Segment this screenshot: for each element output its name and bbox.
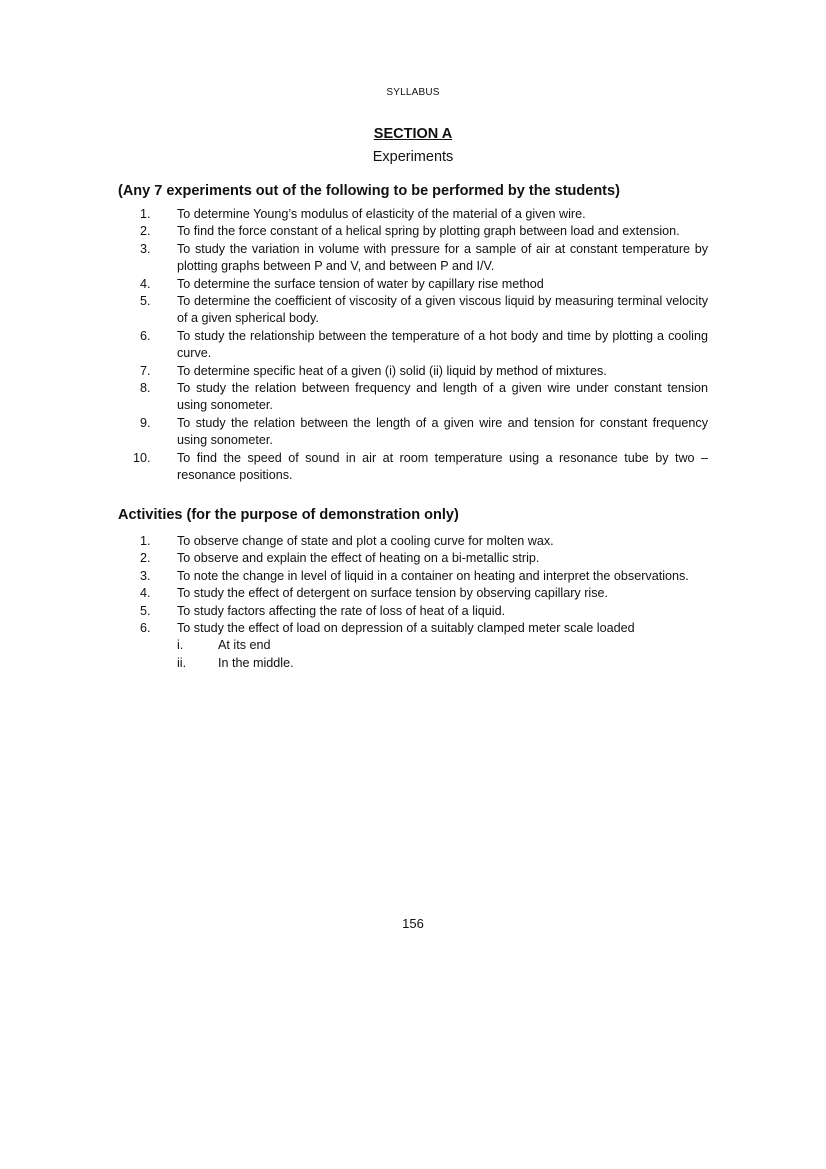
item-number: 4. [140, 276, 151, 291]
item-text: To study the relation between the length of a given wire and tension for constant frequency using sonometer. [177, 415, 708, 448]
list-item [140, 223, 708, 240]
item-text: To study the relationship between the temperature of a hot body and time by plotting a cooling curve. [177, 328, 708, 361]
item-number: 8. [140, 381, 151, 396]
sub-item-text: In the middle. [218, 655, 294, 670]
item-number: 6. [140, 328, 151, 343]
item-text: To study the variation in volume with pressure for a sample of air at constant temperature by plotting graphs between P and V, and between P and I/V. [177, 241, 708, 274]
item-number: 4. [140, 586, 151, 601]
list-item [140, 276, 708, 293]
item-number: 9. [140, 415, 151, 430]
sub-list [177, 637, 708, 672]
item-number: 10. [133, 450, 151, 465]
activities-heading: Activities (for the purpose of demonstration only) [118, 507, 459, 523]
list-item [140, 380, 708, 415]
item-number: 5. [140, 603, 151, 618]
item-number: 6. [140, 621, 151, 636]
list-item [133, 450, 708, 485]
item-text: To study the relation between frequency and length of a given wire under constant tension using sonometer. [177, 381, 708, 413]
list-item [140, 550, 708, 567]
sub-item-text: At its end [218, 638, 271, 653]
page-header: SYLLABUS [386, 87, 440, 98]
list-item [140, 620, 708, 672]
item-text: To determine the coefficient of viscosity of a given viscous liquid by measuring terminal velocity of a given spherical body. [177, 294, 708, 326]
item-text: To determine Young’s modulus of elasticity of the material of a given wire. [177, 207, 586, 221]
item-text: To observe change of state and plot a cooling curve for molten wax. [177, 534, 554, 548]
item-text: To determine the surface tension of water by capillary rise method [177, 276, 544, 291]
item-text: To find the force constant of a helical spring by plotting graph between load and extension. [177, 224, 680, 239]
list-item [140, 568, 708, 585]
item-text: To note the change in level of liquid in a container on heating and interpret the observations. [177, 568, 689, 583]
item-text: To observe and explain the effect of heating on a bi-metallic strip. [177, 551, 540, 566]
experiments-heading: (Any 7 experiments out of the following to be performed by the students) [118, 183, 620, 199]
list-item [140, 603, 708, 620]
activities-list [140, 533, 708, 672]
sub-item-number: ii. [177, 655, 187, 670]
list-item [140, 415, 708, 450]
item-number: 1. [140, 534, 151, 548]
item-text: To determine specific heat of a given (i) solid (ii) liquid by method of mixtures. [177, 363, 607, 378]
list-item [140, 293, 708, 328]
item-body [177, 620, 708, 672]
section-title: SECTION A [373, 126, 453, 142]
section-subtitle: Experiments [372, 149, 454, 165]
sub-list-item [177, 637, 708, 654]
sub-list-item [177, 655, 708, 672]
item-number: 5. [140, 294, 151, 309]
item-number: 2. [140, 551, 151, 566]
page-number: 156 [402, 916, 424, 931]
sub-item-number: i. [177, 638, 184, 653]
item-text: To study the effect of load on depression of a suitably clamped meter scale loaded [177, 621, 635, 636]
list-item [140, 363, 708, 380]
item-number: 3. [140, 241, 151, 256]
item-number: 7. [140, 363, 151, 378]
item-number: 1. [140, 207, 151, 221]
item-number: 3. [140, 568, 151, 583]
item-text: To study factors affecting the rate of loss of heat of a liquid. [177, 603, 506, 618]
item-number: 2. [140, 224, 151, 239]
list-item [140, 533, 708, 550]
list-item [140, 241, 708, 276]
list-item [140, 206, 708, 223]
list-item [140, 585, 708, 602]
item-text: To study the effect of detergent on surface tension by observing capillary rise. [177, 586, 608, 601]
item-text: To find the speed of sound in air at room temperature using a resonance tube by two – resonance positions. [177, 450, 708, 483]
experiments-list [133, 206, 708, 485]
list-item [140, 328, 708, 363]
